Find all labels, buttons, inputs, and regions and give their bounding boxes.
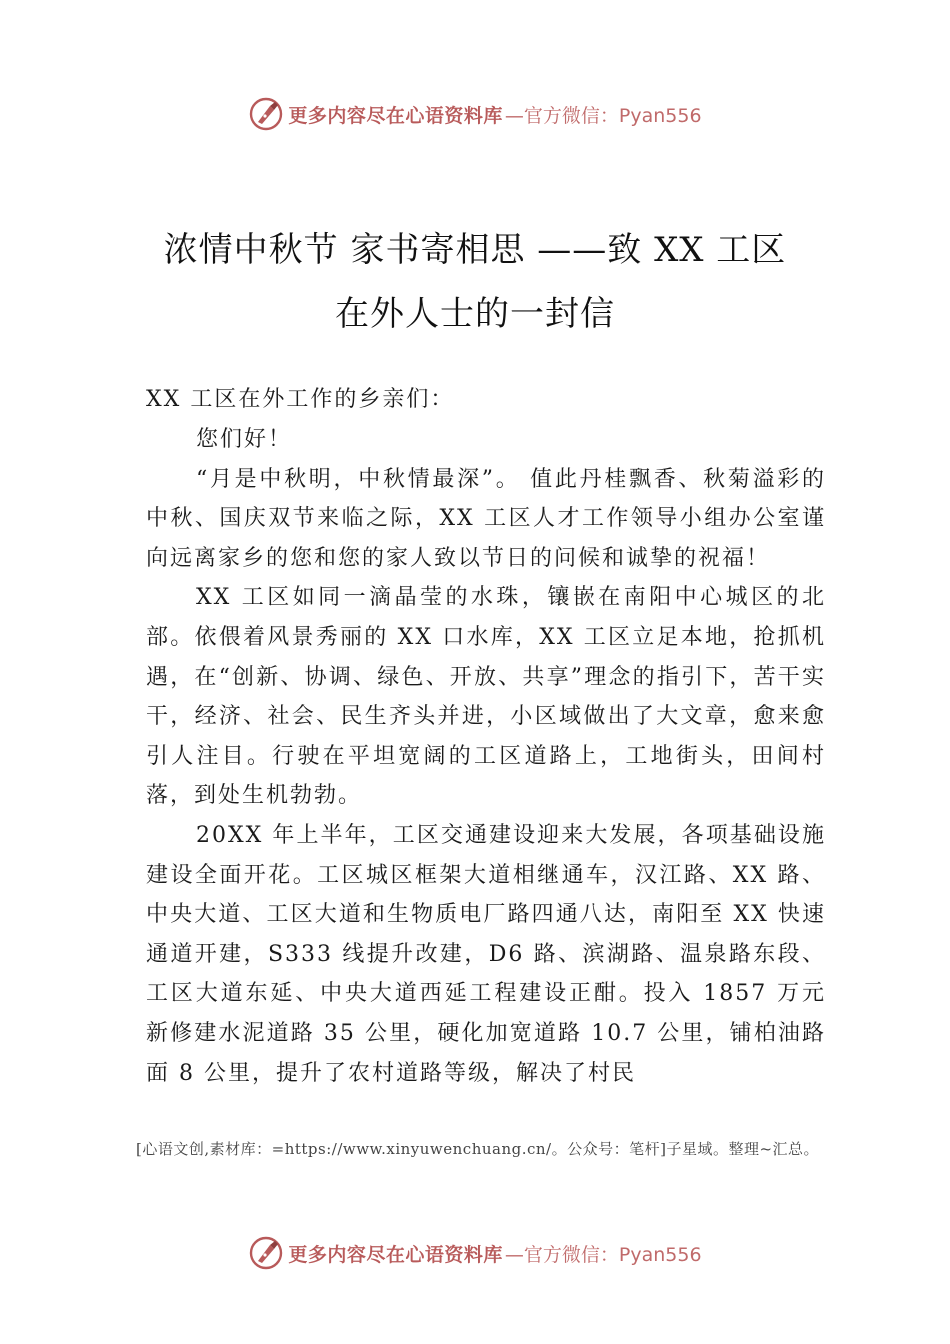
source-footnote: [心语文创,素材库：=https://www.xinyuwenchuang.cn/。公众号：笔杆]子星域。整理~汇总。 [136,1140,820,1158]
banner-wechat-text: —官方微信：Pyan556 [504,104,702,127]
footer-banner [0,1231,950,1275]
header-banner [0,92,950,136]
banner-main-text: 更多内容尽在心语资料库 [288,104,503,127]
paragraph-2: XX 工区如同一滴晶莹的水珠，镶嵌在南阳中心城区的北部。依偎着风景秀丽的 XX 口水库，XX 工区立足本地，抢抓机遇，在“创新、协调、绿色、开放、共享”理念的指引下，苦干实干，经济、社会、民生齐头并进，小区域做出了大文章，愈来愈引人注目。行驶在平坦宽阔的工区道路上，工地街头，田间村落，到处生机勃勃。 [146,585,826,809]
salutation: XX 工区在外工作的乡亲们： [146,387,455,412]
paragraph-1: “月是中秋明，中秋情最深”。 值此丹桂飘香、秋菊溢彩的中秋、国庆双节来临之际，XX 工区人才工作领导小组办公室谨向远离家乡的您和您的家人致以节日的问候和诚挚的祝福！ [146,466,826,571]
paragraph-3: 20XX 年上半年，工区交通建设迎来大发展，各项基础设施建设全面开花。工区城区框架大道相继通车，汉江路、XX 路、中央大道、工区大道和生物质电厂路四通八达，南阳至 XX 快速通道开建，S333 线提升改建，D6 路、滨湖路、温泉路东段、工区大道东延、中央大道西延工程建设正酣。投入 1857 万元新修建水泥道路 35 公里，硬化加宽道路 10.7 公里，铺柏油路面 8 公里，提升了农村道路等级，解决了村民 [146,822,827,1086]
pen-nib-logo-icon [248,96,284,132]
document-title-line-2: 在外人士的一封信 [335,294,615,334]
document-title-line-1: 浓情中秋节 家书寄相思 ——致 XX 工区 [163,230,787,270]
letter-body [146,420,826,1093]
banner-wechat-text: —官方微信：Pyan556 [504,1243,702,1266]
greeting: 您们好！ [196,427,293,452]
banner-main-text: 更多内容尽在心语资料库 [288,1243,503,1266]
pen-nib-logo-icon [248,1235,284,1271]
